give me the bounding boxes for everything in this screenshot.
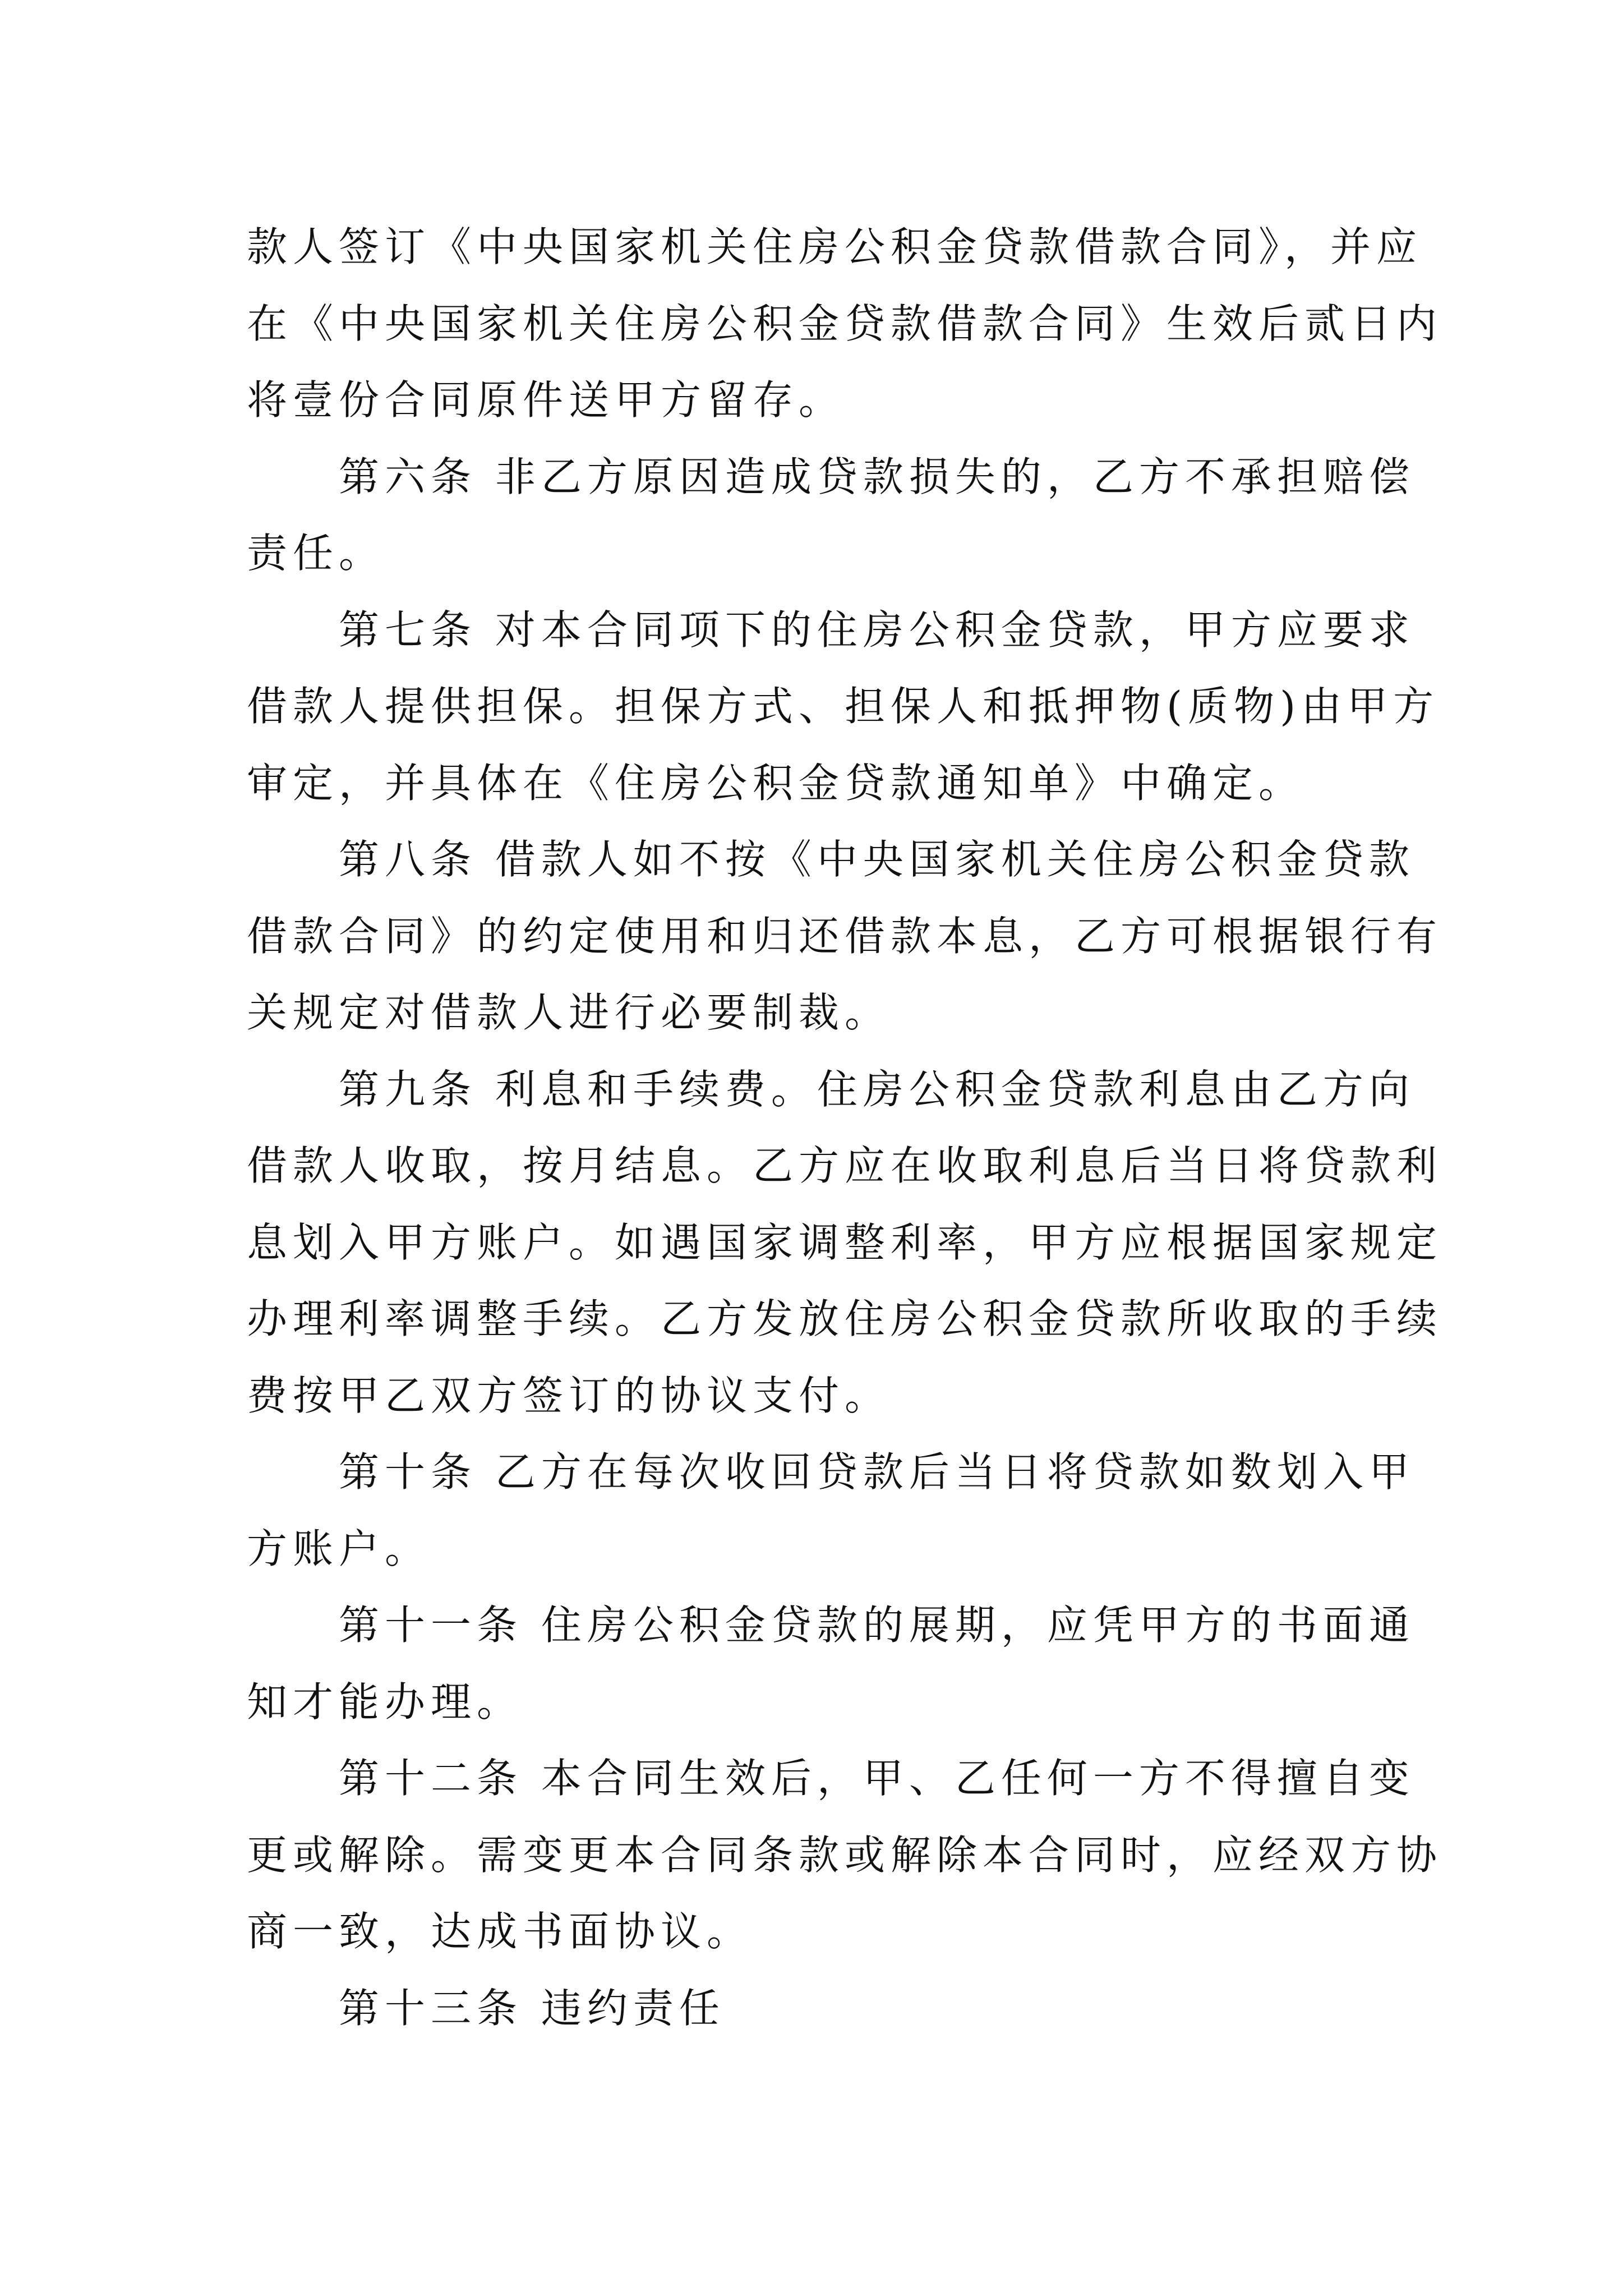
paragraph-article-11 xyxy=(247,1587,1415,1740)
text-line: 将壹份合同原件送甲方留存。 xyxy=(247,376,845,424)
text-line: 方账户。 xyxy=(247,1525,431,1572)
text-line: 款人签订《中央国家机关住房公积金贷款借款合同》，并应 xyxy=(247,223,1423,270)
text-line: 第六条 非乙方原因造成贷款损失的，乙方不承担赔偿 xyxy=(339,453,1415,500)
text-line: 第十条 乙方在每次收回贷款后当日将贷款如数划入甲 xyxy=(339,1448,1415,1496)
text-line: 费按甲乙双方签订的协议支付。 xyxy=(247,1372,891,1419)
paragraph-article-12 xyxy=(247,1740,1443,1970)
paragraph-article-10 xyxy=(247,1434,1415,1587)
text-line: 审定，并具体在《住房公积金贷款通知单》中确定。 xyxy=(247,759,1305,807)
text-line: 责任。 xyxy=(247,530,385,577)
text-line: 第十一条 住房公积金贷款的展期，应凭甲方的书面通 xyxy=(339,1602,1415,1649)
text-line: 第十三条 违约责任 xyxy=(339,1984,725,2032)
text-line: 第九条 利息和手续费。住房公积金贷款利息由乙方向 xyxy=(339,1065,1415,1113)
text-line: 第七条 对本合同项下的住房公积金贷款，甲方应要求 xyxy=(339,606,1415,654)
paragraph-article-9 xyxy=(247,1051,1443,1434)
text-line: 在《中央国家机关住房公积金贷款借款合同》生效后贰日内 xyxy=(247,300,1443,347)
text-line: 第十二条 本合同生效后，甲、乙任何一方不得擅自变 xyxy=(339,1755,1415,1802)
text-line: 借款人提供担保。担保方式、担保人和抵押物(质物)由甲方 xyxy=(247,683,1440,730)
paragraph-article-6 xyxy=(247,439,1415,592)
text-line: 第八条 借款人如不按《中央国家机关住房公积金贷款 xyxy=(339,836,1415,883)
text-line: 关规定对借款人进行必要制裁。 xyxy=(247,989,891,1036)
text-line: 更或解除。需变更本合同条款或解除本合同时，应经双方协 xyxy=(247,1831,1443,1879)
text-line: 知才能办理。 xyxy=(247,1678,523,1726)
paragraph-article-8 xyxy=(247,821,1443,1051)
paragraph-article-13 xyxy=(247,1970,1391,2047)
paragraph-article-5-continued xyxy=(247,209,1443,439)
text-line: 商一致，达成书面协议。 xyxy=(247,1908,753,1955)
text-line: 办理利率调整手续。乙方发放住房公积金贷款所收取的手续 xyxy=(247,1295,1443,1342)
text-line: 借款合同》的约定使用和归还借款本息，乙方可根据银行有 xyxy=(247,912,1443,960)
document-body xyxy=(247,209,1443,2046)
text-line: 借款人收取，按月结息。乙方应在收取利息后当日将贷款利 xyxy=(247,1142,1443,1189)
text-line: 息划入甲方账户。如遇国家调整利率，甲方应根据国家规定 xyxy=(247,1218,1443,1266)
paragraph-article-7 xyxy=(247,592,1440,822)
